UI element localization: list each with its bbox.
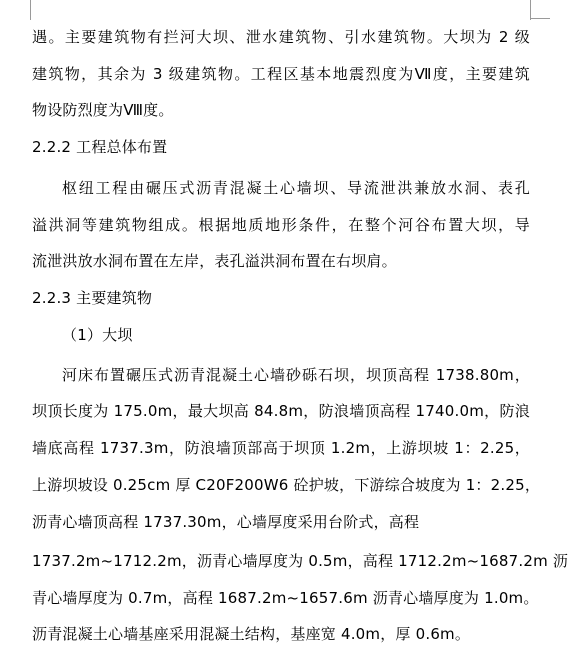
text-line: 上游坝坡设 0.25cm 厚 C20F200W6 砼护坡，下游综合坡度为 1：2.25， xyxy=(32,476,541,494)
page-corner-mark-left xyxy=(30,0,31,20)
section-heading: 2.2.2 工程总体布置 xyxy=(32,138,168,156)
text-line: 沥青混凝土心墙基座采用混凝土结构，基座宽 4.0m，厚 0.6m。 xyxy=(32,625,471,643)
text-line: 墙底高程 1737.3m，防浪墙顶部高于坝顶 1.2m，上游坝坡 1：2.25， xyxy=(32,439,530,457)
text-line: 溢洪洞等建筑物组成。根据地质地形条件，在整个河谷布置大坝，导 xyxy=(32,216,530,234)
text-line: 1737.2m~1712.2m，沥青心墙厚度为 0.5m，高程 1712.2m~1687.2m 沥 xyxy=(32,552,569,570)
text-line: 坝顶长度为 175.0m，最大坝高 84.8m，防浪墙顶高程 1740.0m，防浪 xyxy=(32,402,530,420)
text-line: 枢纽工程由碾压式沥青混凝土心墙坝、导流泄洪兼放水洞、表孔 xyxy=(62,179,530,197)
page-corner-mark-right xyxy=(530,0,531,20)
text-line: 流泄洪放水洞布置在左岸，表孔溢洪洞布置在右坝肩。 xyxy=(32,252,397,270)
text-line: 河床布置碾压式沥青混凝土心墙砂砾石坝，坝顶高程 1738.80m， xyxy=(62,366,530,384)
text-line: 遇。主要建筑物有拦河大坝、泄水建筑物、引水建筑物。大坝为 2 级 xyxy=(32,28,530,46)
text-line: 沥青心墙顶高程 1737.30m，心墙厚度采用台阶式，高程 xyxy=(32,513,420,531)
section-heading: 2.2.3 主要建筑物 xyxy=(32,289,153,307)
text-line: 建筑物，其余为 3 级建筑物。工程区基本地震烈度为Ⅶ度，主要建筑 xyxy=(32,65,530,83)
subsection-heading: （1）大坝 xyxy=(62,326,133,344)
text-line: 青心墙厚度为 0.7m，高程 1687.2m~1657.6m 沥青心墙厚度为 1.0m。 xyxy=(32,589,539,607)
page-corner-mark-right-horizontal xyxy=(530,18,550,19)
text-line: 物设防烈度为Ⅷ度。 xyxy=(32,101,174,119)
